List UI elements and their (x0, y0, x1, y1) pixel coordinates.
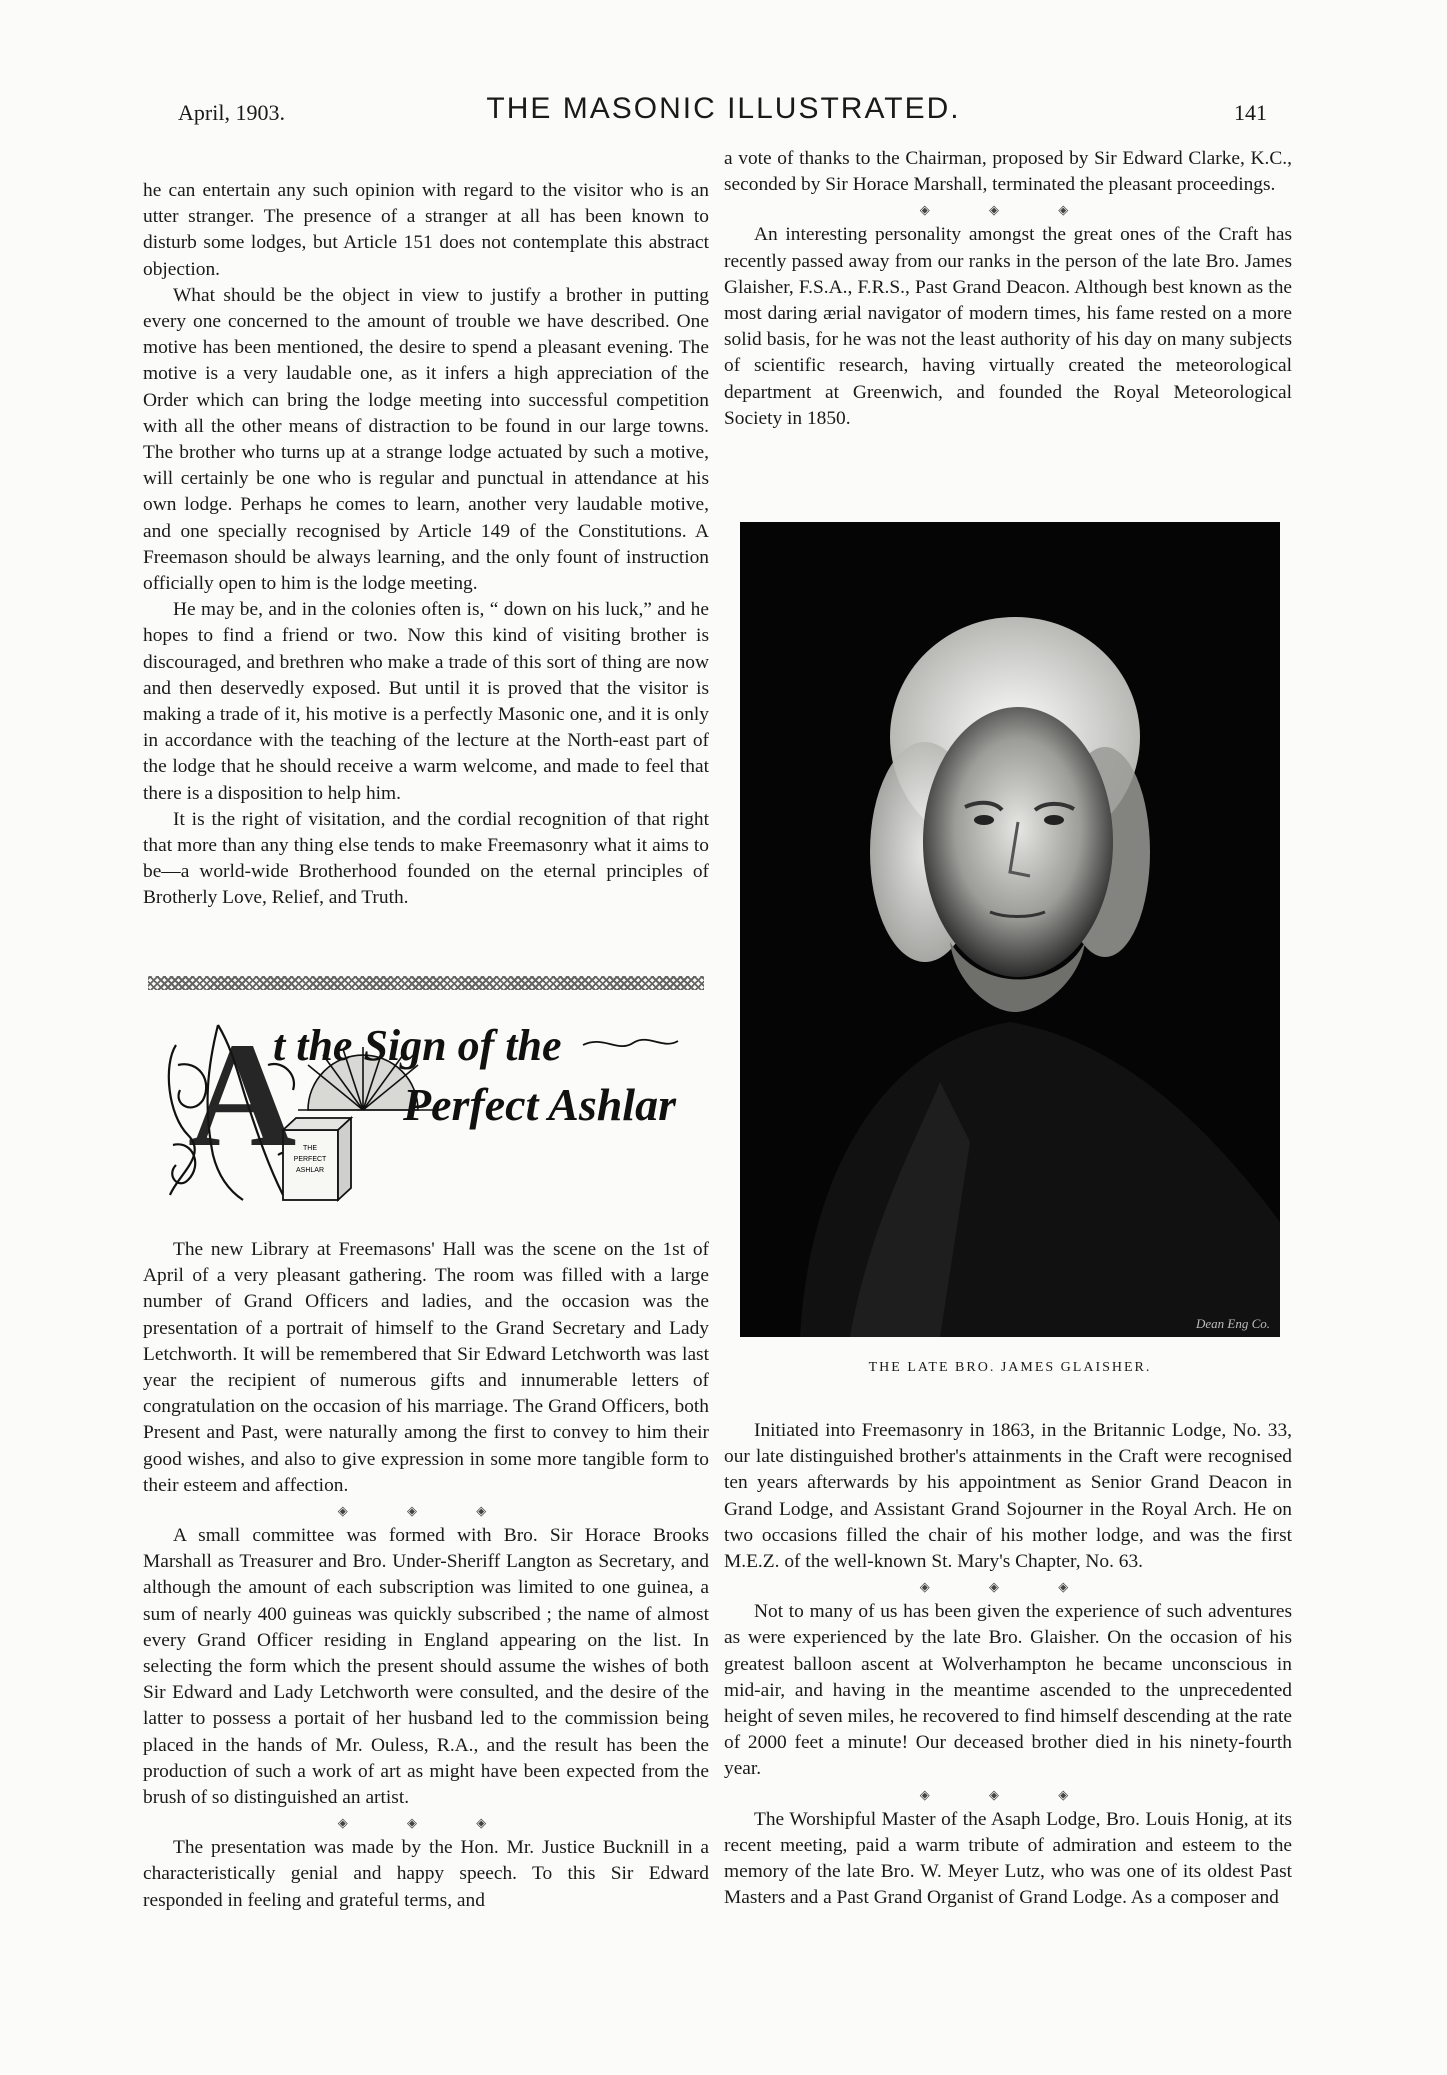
page-header (0, 92, 1447, 132)
right-column-bottom (724, 1418, 1292, 1911)
glaisher-portrait (740, 522, 1280, 1337)
decorative-initial: A (188, 1012, 297, 1178)
ashlar-heading-illustration (158, 1005, 718, 1220)
ashlar-block-label: THE (303, 1145, 317, 1152)
paragraph: a vote of thanks to the Chairman, proposed by Sir Edward Clarke, K.C., seconded by Sir Horace Marshall, terminated the pleasant proceedings. (724, 148, 1292, 196)
section-ornament: ◈ ◈ ◈ (919, 1579, 1097, 1595)
heading-line-2: Perfect Ashlar (403, 1079, 676, 1130)
left-column-top (143, 178, 709, 912)
portrait-photo (740, 522, 1280, 1337)
ashlar-block-label: PERFECT (293, 1156, 327, 1163)
page-number: 141 (1234, 100, 1267, 125)
section-ornament: ◈ ◈ ◈ (919, 1786, 1097, 1802)
paragraph: Initiated into Freemasonry in 1863, in the Britannic Lodge, No. 33, our late distinguished brother's attainments in the Craft were recognised ten years afterwards by his appointment as Senior Grand Deacon in Grand Lodge, and Assistant Grand Sojourner in the Royal Arch. He on two occasions filled the chair of his mother lodge, and was the first M.E.Z. of the well-known St. Mary's Chapter, No. 63. (724, 1420, 1292, 1573)
issue-date: April, 1903. (178, 100, 285, 125)
ashlar-block-label: ASHLAR (295, 1167, 325, 1174)
portrait-caption: THE LATE BRO. JAMES GLAISHER. (868, 1360, 1152, 1375)
heading-line-1: t the Sign of the (273, 1021, 562, 1070)
section-ornament: ◈ ◈ ◈ (337, 1815, 515, 1831)
paragraph: A small committee was formed with Bro. Sir Horace Brooks Marshall as Treasurer and Bro. Under-Sheriff Langton as Secretary, and although the amount of each subscription was limited to one guinea, a sum of nearly 400 guineas was quickly subscribed ; the name of almost every Grand Officer residing in England appearing on the list. In selecting the form which the present should assume the wishes of both Sir Edward and Lady Letchworth were consulted, and the desire of the latter to possess a portait of her husband led to the commission being placed in the hands of Mr. Ouless, R.A., and the result has been the production of such a work of art as might have been expected from the brush of so distinguished an artist. (143, 1525, 709, 1809)
paragraph: It is the right of visitation, and the cordial recognition of that right that more than any thing else tends to make Freemasonry what it aims to be—a world-wide Brotherhood founded on the eternal principles of Brotherly Love, Relief, and Truth. (143, 808, 709, 909)
left-column-bottom (143, 1237, 709, 1914)
engraver-mark: Dean Eng Co. (1195, 1316, 1270, 1331)
paragraph: What should be the object in view to justify a brother in putting every one concerned to the amount of trouble we have described. One motive has been mentioned, the desire to spend a pleasant evening. The motive is a very laudable one, as it infers a high appreciation of the Order which can bring the lodge meeting into successful competition with all the other means of distraction to be found in our large towns. The brother who turns up at a strange lodge actuated by such a motive, will certainly be one who is regular and punctual in attendance at his own lodge. Perhaps he comes to learn, another very laudable motive, and one specially recognised by Article 149 of the Constitutions. A Freemason should be always learning, and the only fount of instruction officially open to him is the lodge meeting. (143, 284, 709, 595)
paragraph: The Worshipful Master of the Asaph Lodge, Bro. Louis Honig, at its recent meeting, paid a warm tribute of admiration and esteem to the memory of the late Bro. W. Meyer Lutz, who was one of its oldest Past Masters and a Past Grand Organist of Grand Lodge. As a composer and (724, 1808, 1292, 1909)
paragraph: Not to many of us has been given the experience of such adventures as were experienced by the late Bro. Glaisher. On the occasion of his greatest balloon ascent at Wolverhampton he became unconscious in mid-air, and having in the meantime ascended to the unprecedented height of seven miles, he recovered to find himself descending at the rate of 2000 feet a minute! Our deceased brother died in his ninety-fourth year. (724, 1601, 1292, 1780)
paragraph: The new Library at Freemasons' Hall was the scene on the 1st of April of a very pleasant gathering. The room was filled with a large number of Grand Officers and ladies, and the occasion was the presentation of a portrait of himself to the Grand Secretary and Lady Letchworth. It will be remembered that Sir Edward Letchworth was last year the recipient of numerous gifts and innumerable letters of congratulation on the occasion of his marriage. The Grand Officers, both Present and Past, were naturally among the first to convey to him their good wishes, and also to give expression in some more tangible form to their esteem and affection. (143, 1239, 709, 1496)
paragraph: he can entertain any such opinion with regard to the visitor who is an utter stranger. The presence of a stranger at all has been known to disturb some lodges, but Article 151 does not contemplate this abstract objection. (143, 180, 709, 280)
paragraph: The presentation was made by the Hon. Mr. Justice Bucknill in a characteristically genial and happy speech. To this Sir Edward responded in feeling and grateful terms, and (143, 1837, 709, 1911)
paragraph: An interesting personality amongst the great ones of the Craft has recently passed away from our ranks in the person of the late Bro. James Glaisher, F.S.A., F.R.S., Past Grand Deacon. Although best known as the most daring ærial navigator of modern times, his fame rested on a more solid basis, for he was not the least authority of his day on many subjects of scientific research, having virtually created the meteorological department at Greenwich, and founded the Royal Meteorological Society in 1850. (724, 224, 1292, 429)
section-ornament: ◈ ◈ ◈ (337, 1503, 515, 1519)
decorative-rule (148, 976, 704, 990)
section-ornament: ◈ ◈ ◈ (919, 202, 1097, 218)
publication-title: THE MASONIC ILLUSTRATED. (486, 92, 961, 125)
section-heading-perfect-ashlar (158, 1005, 718, 1220)
right-column-top (724, 146, 1292, 432)
paragraph: He may be, and in the colonies often is, “ down on his luck,” and he hopes to find a friend or two. Now this kind of visiting brother is discouraged, and brethren who make a trade of this sort of thing are now and then deservedly exposed. But until it is proved that the visitor is making a trade of it, his motive is a perfectly Masonic one, and it is only in accordance with the teaching of the lecture at the North-east part of the lodge that he should receive a warm welcome, and made to feel that there is a disposition to help him. (143, 599, 709, 804)
